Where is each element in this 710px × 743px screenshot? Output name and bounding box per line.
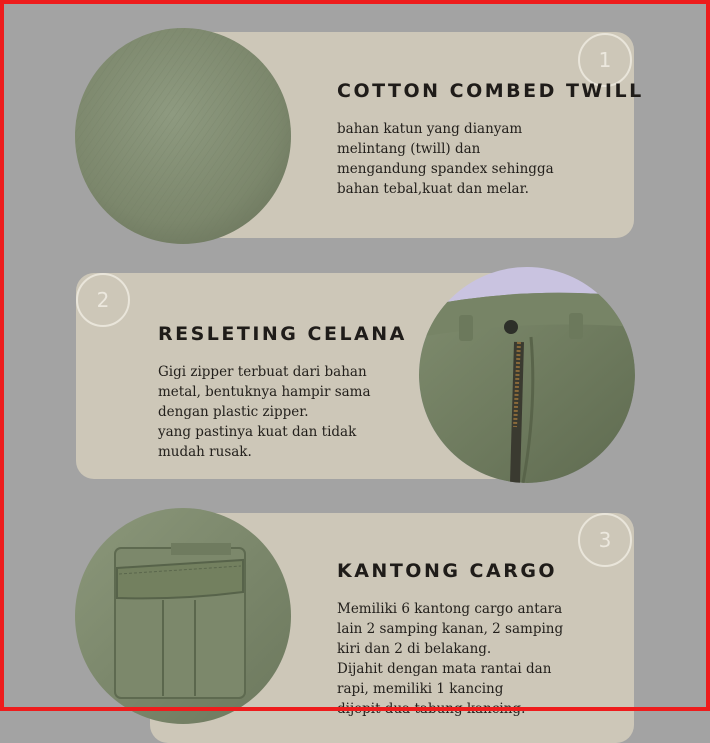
description-line: mudah rusak. [158, 444, 252, 460]
feature-description-fabric [337, 119, 554, 199]
description-line: Memiliki 6 kantong cargo antara [337, 601, 563, 617]
description-line: Gigi zipper terbuat dari bahan [158, 364, 367, 380]
zipper-photo [419, 267, 635, 483]
description-line: mengandung spandex sehingga [337, 161, 554, 177]
description-line: bahan tebal,kuat dan melar. [337, 181, 529, 197]
feature-description-zipper [158, 362, 371, 462]
description-line: dijepit dua tabung kancing. [337, 701, 526, 717]
description-line: melintang (twill) dan [337, 141, 481, 157]
description-line: bahan katun yang dianyam [337, 121, 523, 137]
description-line: lain 2 samping kanan, 2 samping [337, 621, 564, 637]
description-line: rapi, memiliki 1 kancing [337, 681, 504, 697]
cargo-pocket-photo [75, 508, 291, 724]
description-line: dengan plastic zipper. [158, 404, 309, 420]
feature-description-pocket [337, 599, 563, 719]
feature-title-pocket: KANTONG CARGO [337, 560, 558, 582]
step-number-1: 1 [578, 33, 632, 87]
step-number-3: 3 [578, 513, 632, 567]
description-line: kiri dan 2 di belakang. [337, 641, 492, 657]
feature-title-fabric: COTTON COMBED TWILL [337, 80, 644, 102]
description-line: Dijahit dengan mata rantai dan [337, 661, 552, 677]
step-number-2: 2 [76, 273, 130, 327]
description-line: metal, bentuknya hampir sama [158, 384, 371, 400]
feature-title-zipper: RESLETING CELANA [158, 323, 407, 345]
fabric-photo [75, 28, 291, 244]
description-line: yang pastinya kuat dan tidak [158, 424, 357, 440]
